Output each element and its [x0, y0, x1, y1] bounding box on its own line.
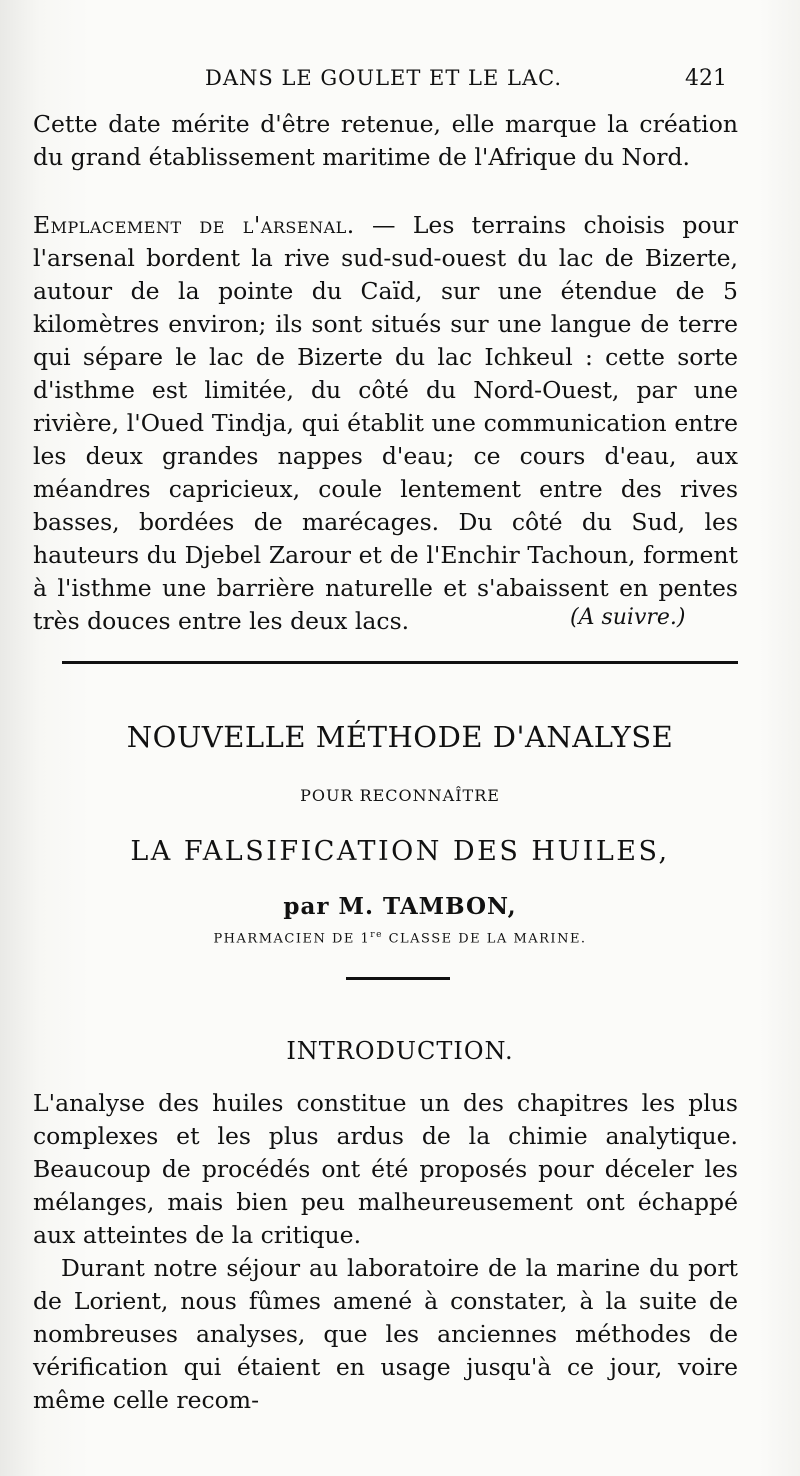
running-title: DANS LE GOULET ET LE LAC.	[205, 66, 563, 90]
article-subtitle: POUR RECONNAÎTRE	[300, 786, 500, 805]
paragraph-date-text: Cette date mérite d'être retenue, elle marque la création du grand établissement maritime de l'Afrique du Nord.	[33, 110, 738, 171]
to-be-continued: (A suivre.)	[570, 605, 686, 630]
page-number: 421	[685, 66, 727, 91]
running-head	[0, 66, 800, 96]
introduction-paragraph-1: L'analyse des huiles constitue un des chapitres les plus complexes et les plus ardus de la chimie analytique. Beaucoup de procédés ont été proposés pour déceler les mélanges, mais bien peu malheureusement ont échappé aux atteintes de la critique.	[33, 1089, 738, 1249]
author-affiliation	[0, 930, 800, 946]
em-dash: —	[354, 211, 413, 239]
affiliation-pre: PHARMACIEN DE 1	[213, 931, 371, 947]
affiliation-post: CLASSE DE LA MARINE.	[382, 931, 587, 947]
introduction-body	[33, 1087, 738, 1417]
short-divider-rule	[346, 977, 450, 980]
arsenal-body: Les terrains choisis pour l'arsenal bordent la rive sud-sud-ouest du lac de Bizerte, autour de la pointe du Caïd, sur une étendue de 5 kilomètres environ; ils sont situés sur une langue de terre qui sépare le lac de Bizerte du lac Ichkeul : cette sorte d'isthme est limitée, du côté du Nord-Ouest, par une rivière, l'Oued Tindja, qui établit une communication entre les deux grandes nappes d'eau; ce cours d'eau, aux méandres capricieux, coule lentement entre des rives basses, bordées de marécages. Du côté du Sud, les hauteurs du Djebel Zarour et de l'Enchir Tachoun, forment à l'isthme une barrière naturelle et s'abaissent en pentes très douces entre les deux lacs.	[33, 211, 738, 635]
section-heading-arsenal: Emplacement de l'arsenal.	[33, 211, 355, 239]
section-divider-rule	[62, 661, 738, 664]
introduction-paragraph-2: Durant notre séjour au laboratoire de la marine du port de Lorient, nous fûmes amené à constater, à la suite de nombreuses analyses, que les anciennes méthodes de vérification qui étaient en usage jusqu'à ce jour, voire même celle recom-	[33, 1254, 738, 1414]
paragraph-date	[33, 108, 738, 174]
introduction-title: INTRODUCTION.	[286, 1037, 514, 1065]
paragraph-arsenal-text	[33, 209, 738, 638]
article-author: par M. TAMBON,	[283, 893, 517, 920]
article-title: NOUVELLE MÉTHODE D'ANALYSE	[126, 720, 674, 754]
article-subtitle-2: LA FALSIFICATION DES HUILES,	[130, 836, 670, 867]
affiliation-ordinal: re	[370, 930, 383, 940]
paragraph-arsenal	[33, 209, 738, 638]
